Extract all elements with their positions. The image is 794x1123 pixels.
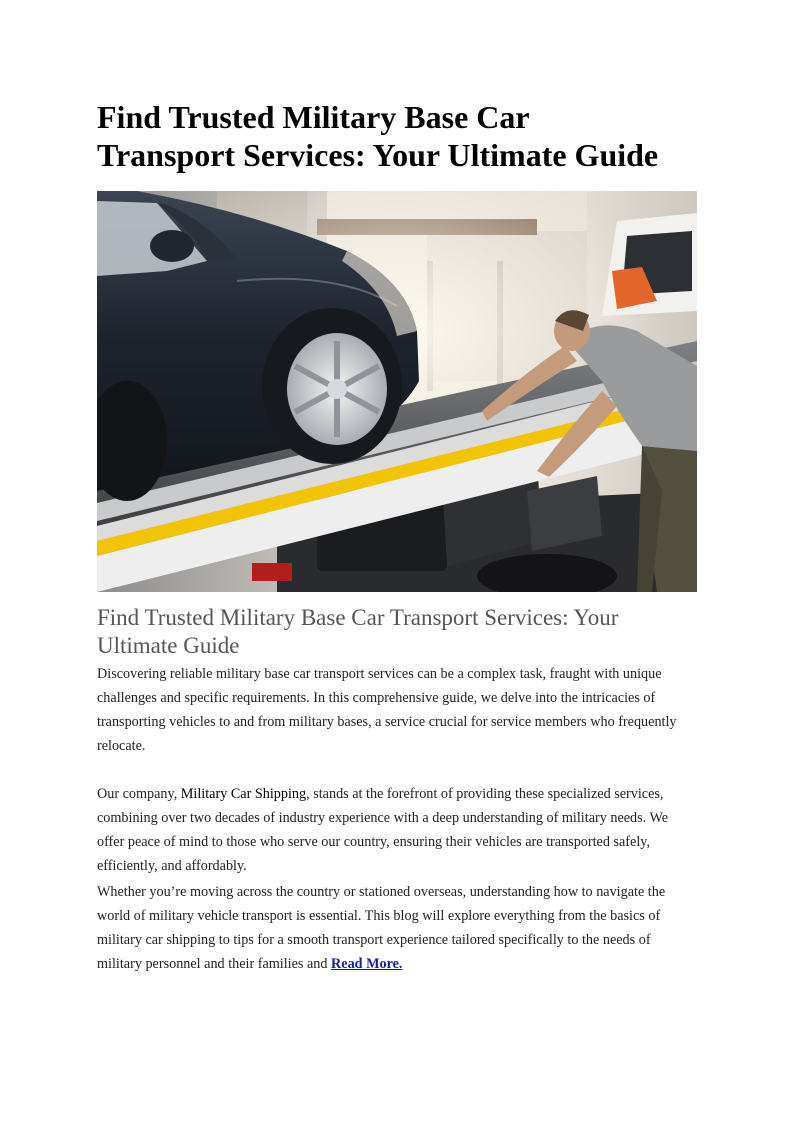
section-title-line-2: Ultimate Guide [97,633,240,658]
main-title-line-1: Find Trusted Military Base Car [97,99,530,135]
read-more-link[interactable]: Read More. [331,956,403,972]
section-title-line-1: Find Trusted Military Base Car Transport Services: Your [97,605,619,630]
hero-image [97,191,697,592]
document-page [97,98,697,976]
company-paragraph-lead: Our company, [97,786,181,802]
main-title [97,98,697,174]
main-title-line-2: Transport Services: Your Ultimate Guide [97,137,659,173]
company-paragraph-rest: , stands at the forefront of providing these specialized services, combining over two decades of industry experience with a deep understanding of military needs. We offer peace of mind to those who serve our country, ensuring their vehicles are transported safely, efficiently, and affordably. [97,786,669,874]
intro-paragraph: Discovering reliable military base car transport services can be a complex task, fraught with unique challenges and specific requirements. In this comprehensive guide, we delve into the intricacies of transporting vehicles to and from military bases, a service crucial for service members who frequently relocate. [97,666,677,754]
section-title [97,604,697,660]
company-paragraph [97,782,697,878]
guide-paragraph-text: Whether you’re moving across the country or stationed overseas, understanding how to navigate the world of military vehicle transport is essential. This blog will explore everything from the basics of military car shipping to tips for a smooth transport experience tailored specifically to the needs of military personnel and their families and [97,884,666,972]
company-name: Military Car Shipping [180,786,307,802]
guide-paragraph [97,880,697,976]
